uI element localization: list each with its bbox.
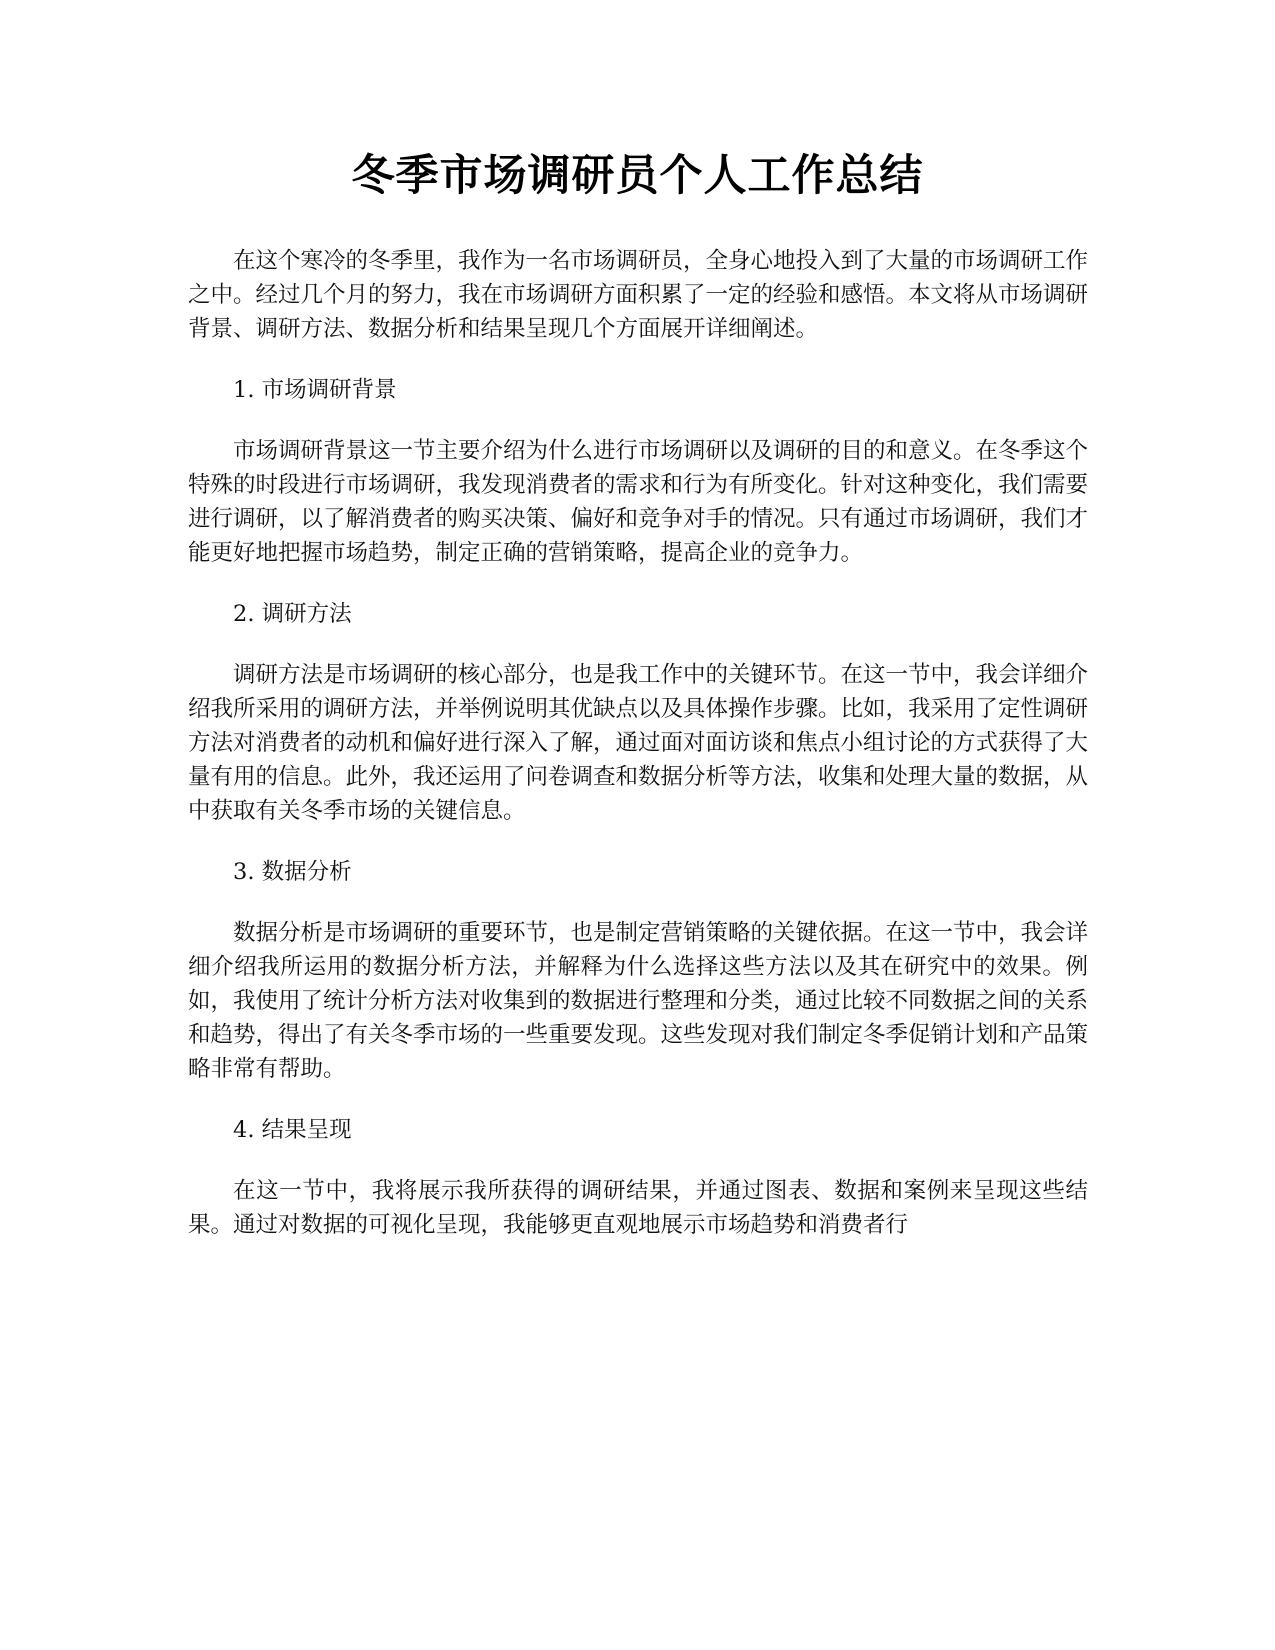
section-heading-analysis: 3. 数据分析: [233, 859, 352, 885]
document-body: [188, 244, 1088, 1269]
section-heading-results: 4. 结果呈现: [233, 1117, 352, 1143]
section-body-analysis: 数据分析是市场调研的重要环节，也是制定营销策略的关键依据。在这一节中，我会详细介绍我所运用的数据分析方法，并解释为什么选择这些方法以及其在研究中的效果。例如，我使用了统计分析方法对收集到的数据进行整理和分类，通过比较不同数据之间的关系和趋势，得出了有关冬季市场的一些重要发现。这些发现对我们制定冬季促销计划和产品策略非常有帮助。: [188, 920, 1089, 1082]
document-title: 冬季市场调研员个人工作总结: [351, 151, 924, 201]
section-body-results: 在这一节中，我将展示我所获得的调研结果，并通过图表、数据和案例来呈现这些结果。通过对数据的可视化呈现，我能够更直观地展示市场趋势和消费者行: [188, 1178, 1088, 1238]
intro-paragraph: 在这个寒冷的冬季里，我作为一名市场调研员，全身心地投入到了大量的市场调研工作之中。经过几个月的努力，我在市场调研方面积累了一定的经验和感悟。本文将从市场调研背景、调研方法、数据分析和结果呈现几个方面展开详细阐述。: [188, 248, 1089, 342]
section-heading-background: 1. 市场调研背景: [233, 377, 397, 403]
section-body-methods: 调研方法是市场调研的核心部分，也是我工作中的关键环节。在这一节中，我会详细介绍我所采用的调研方法，并举例说明其优缺点以及具体操作步骤。比如，我采用了定性调研方法对消费者的动机和偏好进行深入了解，通过面对面访谈和焦点小组讨论的方式获得了大量有用的信息。此外，我还运用了问卷调查和数据分析等方法，收集和处理大量的数据，从中获取有关冬季市场的关键信息。: [188, 662, 1089, 824]
section-body-background: 市场调研背景这一节主要介绍为什么进行市场调研以及调研的目的和意义。在冬季这个特殊的时段进行市场调研，我发现消费者的需求和行为有所变化。针对这种变化，我们需要进行调研，以了解消费者的购买决策、偏好和竞争对手的情况。只有通过市场调研，我们才能更好地把握市场趋势，制定正确的营销策略，提高企业的竞争力。: [188, 438, 1089, 566]
section-heading-methods: 2. 调研方法: [233, 601, 352, 627]
